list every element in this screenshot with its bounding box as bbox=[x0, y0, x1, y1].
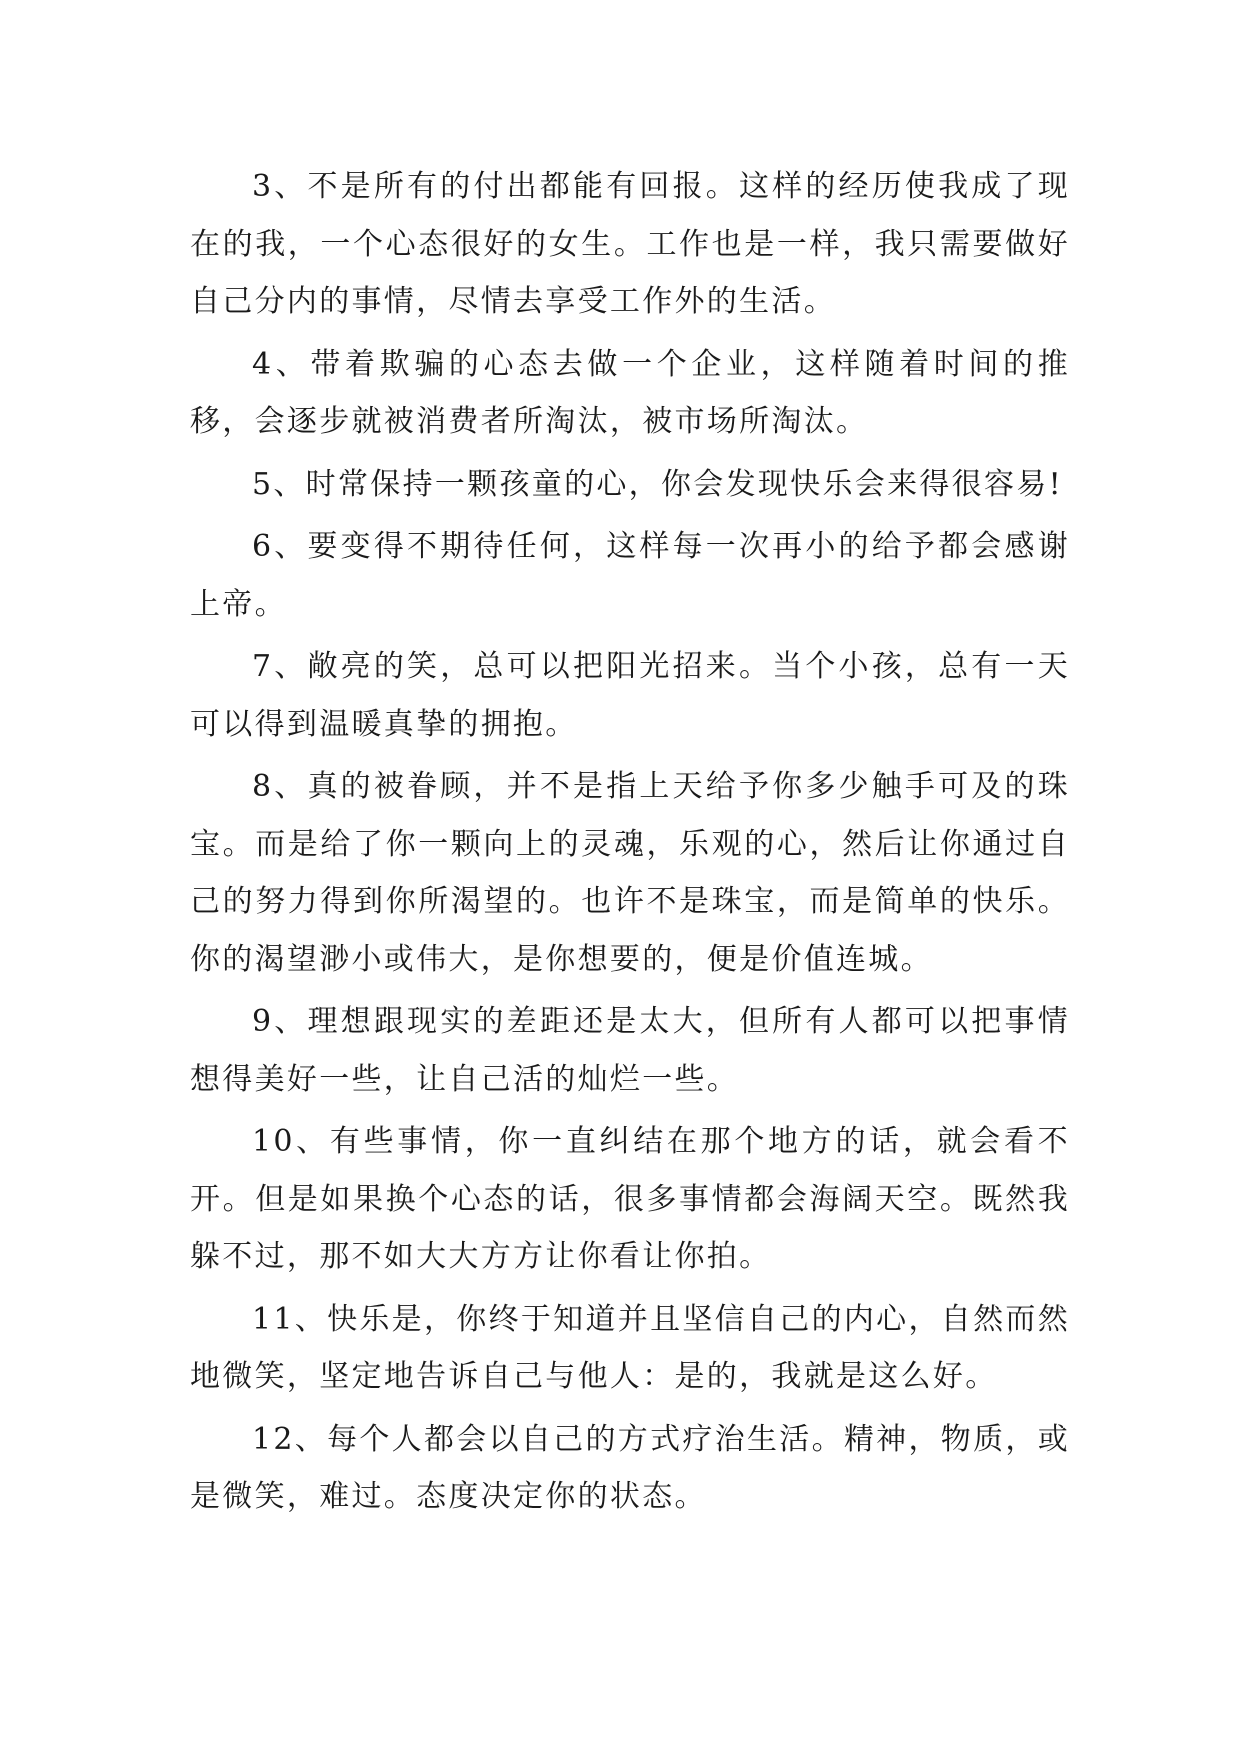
paragraph-10: 10、有些事情，你一直纠结在那个地方的话，就会看不开。但是如果换个心态的话，很多事情都会海阔天空。既然我躲不过，那不如大大方方让你看让你拍。 bbox=[190, 1124, 1070, 1274]
paragraph-11: 11、快乐是，你终于知道并且坚信自己的内心，自然而然地微笑，坚定地告诉自己与他人：是的，我就是这么好。 bbox=[190, 1301, 1070, 1394]
paragraph-4: 4、带着欺骗的心态去做一个企业，这样随着时间的推移，会逐步就被消费者所淘汰，被市场所淘汰。 bbox=[190, 346, 1070, 439]
paragraph-7: 7、敞亮的笑，总可以把阳光招来。当个小孩，总有一天可以得到温暖真挚的拥抱。 bbox=[190, 649, 1070, 742]
paragraph-12: 12、每个人都会以自己的方式疗治生活。精神，物质，或是微笑，难过。态度决定你的状态。 bbox=[190, 1421, 1070, 1514]
paragraph-8: 8、真的被眷顾，并不是指上天给予你多少触手可及的珠宝。而是给了你一颗向上的灵魂，乐观的心，然后让你通过自己的努力得到你所渴望的。也许不是珠宝，而是简单的快乐。你的渴望渺小或伟大，是你想要的，便是价值连城。 bbox=[190, 769, 1070, 977]
paragraph-9: 9、理想跟现实的差距还是太大，但所有人都可以把事情想得美好一些，让自己活的灿烂一些。 bbox=[190, 1004, 1070, 1097]
document-page bbox=[190, 158, 1070, 1531]
paragraph-6: 6、要变得不期待任何，这样每一次再小的给予都会感谢上帝。 bbox=[190, 529, 1070, 622]
paragraph-5: 5、时常保持一颗孩童的心，你会发现快乐会来得很容易! bbox=[252, 466, 1063, 502]
paragraph-3: 3、不是所有的付出都能有回报。这样的经历使我成了现在的我，一个心态很好的女生。工作也是一样，我只需要做好自己分内的事情，尽情去享受工作外的生活。 bbox=[190, 169, 1070, 319]
